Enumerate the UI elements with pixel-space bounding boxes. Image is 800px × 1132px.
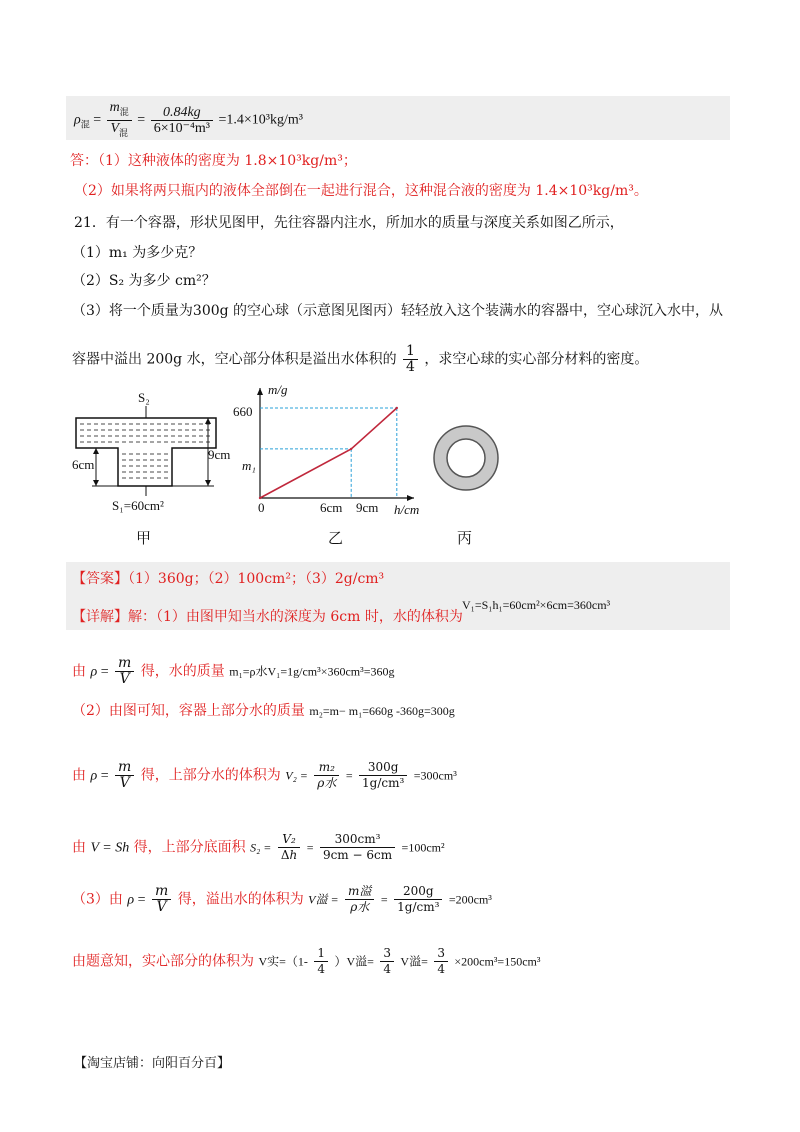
yi-origin: 0 bbox=[258, 500, 265, 515]
y-axis-arrow bbox=[257, 388, 263, 395]
yi-y-tick-660: 660 bbox=[233, 404, 253, 419]
data-point-1 bbox=[350, 448, 352, 450]
data-point-2 bbox=[396, 407, 398, 409]
jia-s2-label: S₂ bbox=[138, 390, 150, 405]
yi-caption: 乙 bbox=[328, 529, 344, 547]
top-formula: $\rho_混$ = $\frac{m_混}{V_混}$ = $\frac{0.84kg}{\text{6×10⁻⁴m³}}$ =1.4×10³kg/m³ bbox=[74, 100, 303, 141]
step-5: （3）由 ρ = $\frac{m}{V}$ 得，溢出水的体积为 V溢 = $\frac{\text{m溢}}{\text{ρ水}}$ = $\frac{200g}{\text{1g/cm³}}$ =200cm³ bbox=[72, 883, 492, 915]
step-2: （2）由图可知，容器上部分水的质量 m₂=m− m₁=660g -360g=300g bbox=[72, 703, 455, 719]
mass-depth-line bbox=[260, 408, 397, 498]
figure-bing-hollow-ball bbox=[430, 422, 502, 494]
bing-caption: 丙 bbox=[457, 529, 473, 547]
answer-line-1: 答：（1）这种液体的密度为 1.8×10³kg/m³； bbox=[70, 153, 357, 169]
step-1: 由 ρ = $\frac{m}{V}$ 得，水的质量 m₁=ρ水V₁=1g/cm³×360cm³=360g bbox=[72, 655, 395, 687]
question-3a: （3）将一个质量为300g 的空心球（示意图见图丙）轻轻放入这个装满水的容器中，空心球沉入水中，从 bbox=[72, 303, 724, 319]
detail-line: 【详解】解：（1）由图甲知当水的深度为 6cm 时，水的体积为 bbox=[72, 609, 463, 625]
step-3: 由 ρ = $\frac{m}{V}$ 得，上部分水的体积为 V₂ = $\frac{\text{m₂}}{\text{ρ水}}$ = $\frac{300g}{\text{1g/cm³}}$ =300cm³ bbox=[72, 759, 457, 791]
data-point-0 bbox=[259, 497, 261, 499]
jia-6cm-label: 6cm bbox=[72, 457, 95, 472]
detail-formula: V₁=S₁h₁=60cm²×6cm=360cm³ bbox=[462, 598, 611, 612]
footer-shop: 【淘宝店铺：向阳百分百】 bbox=[74, 1056, 231, 1071]
yi-y-tick-m1: m₁ bbox=[242, 458, 256, 473]
jia-9cm-label: 9cm bbox=[208, 447, 231, 462]
yi-x-tick-9cm: 9cm bbox=[356, 500, 379, 515]
frac-value: $\frac{0.84kg}{\text{6×10⁻⁴m³}}$ bbox=[151, 105, 213, 136]
step-4: 由 V = Sh 得，上部分底面积 S₂ = $\frac{\text{V₂}}{\Delta h}$ = $\frac{\text{300cm³}}{9cm - 6cm}$ =100cm² bbox=[72, 832, 445, 862]
question-1: （1）m₁ 为多少克？ bbox=[72, 245, 203, 261]
question-3b: 容器中溢出 200g 水，空心部分体积是溢出水体积的 $\frac{1}{4}$ ，求空心球的实心部分材料的密度。 bbox=[72, 343, 649, 375]
jia-s1-label: S₁=60cm² bbox=[112, 498, 164, 513]
yi-x-axis-label: h/cm bbox=[394, 502, 420, 517]
x-axis-arrow bbox=[407, 495, 414, 501]
jia-caption: 甲 bbox=[136, 529, 152, 547]
frac-mix: $\frac{m_混}{V_混}$ bbox=[107, 100, 132, 141]
yi-x-tick-6cm: 6cm bbox=[320, 500, 343, 515]
yi-y-axis-label: m/g bbox=[268, 382, 288, 397]
question-2: （2）S₂ 为多少 cm²？ bbox=[72, 273, 216, 289]
step-6: 由题意知，实心部分的体积为 V实=（1- $\frac{1}{4}$ ）V溢= $\frac{3}{4}$ V溢= $\frac{3}{4}$ ×200cm³=150cm³ bbox=[72, 946, 541, 976]
answer-line-2: （2）如果将两只瓶内的液体全部倒在一起进行混合，这种混合液的密度为 1.4×10³kg/m³。 bbox=[74, 183, 648, 199]
question-stem: 21．有一个容器，形状见图甲，先往容器内注水，所加水的质量与深度关系如图乙所示， bbox=[74, 215, 624, 231]
figure-yi-chart bbox=[236, 380, 436, 520]
answer-summary: 【答案】（1）360g；（2）100cm²；（3）2g/cm³ bbox=[72, 571, 385, 587]
